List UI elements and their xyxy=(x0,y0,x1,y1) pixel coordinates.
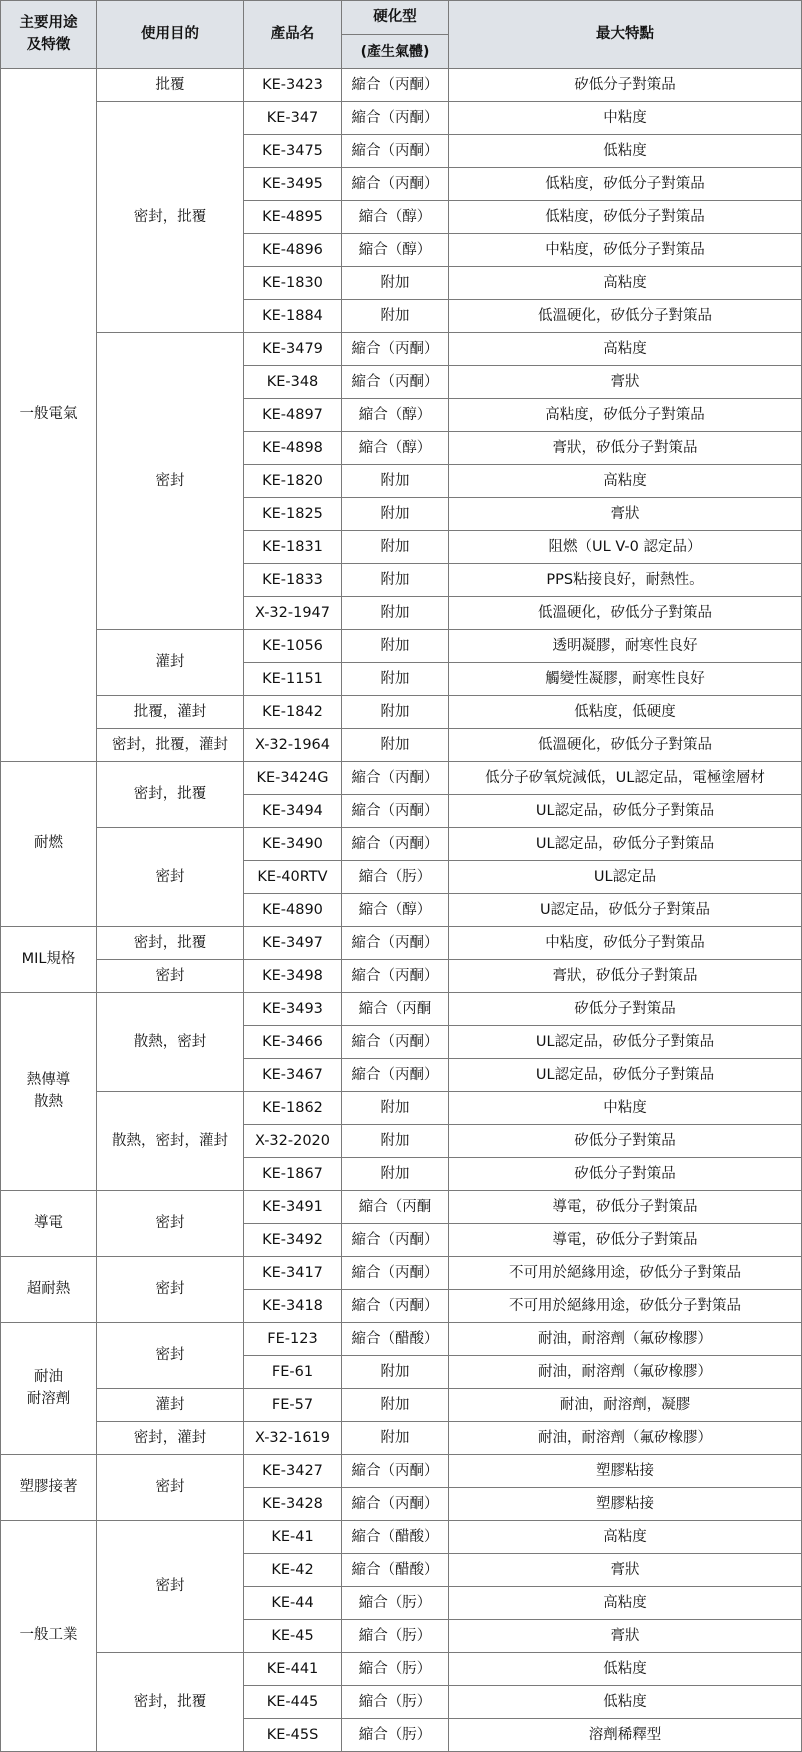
cure-type-cell: 縮合（丙酮） xyxy=(342,927,449,960)
feature-cell: 矽低分子對策品 xyxy=(449,1158,802,1191)
cure-type-cell: 縮合（丙酮） xyxy=(342,960,449,993)
product-cell: KE-3493 xyxy=(244,993,342,1026)
product-cell: KE-348 xyxy=(244,366,342,399)
feature-cell: UL認定品，矽低分子對策品 xyxy=(449,1026,802,1059)
cure-type-cell: 縮合（丙酮） xyxy=(342,366,449,399)
feature-cell: 不可用於絕緣用途，矽低分子對策品 xyxy=(449,1257,802,1290)
cure-type-cell: 縮合（醋酸） xyxy=(342,1554,449,1587)
feature-cell: 低溫硬化，矽低分子對策品 xyxy=(449,300,802,333)
cure-type-cell: 縮合（醇） xyxy=(342,894,449,927)
product-cell: KE-1862 xyxy=(244,1092,342,1125)
feature-cell: 高粘度 xyxy=(449,267,802,300)
cure-type-cell: 縮合（丙酮） xyxy=(342,1455,449,1488)
product-cell: KE-3479 xyxy=(244,333,342,366)
cure-type-cell: 縮合（丙酮 xyxy=(342,1191,449,1224)
purpose-cell: 密封，灌封 xyxy=(97,1422,244,1455)
category-cell: 一般工業 xyxy=(1,1521,97,1752)
product-cell: KE-45S xyxy=(244,1719,342,1752)
cure-type-cell: 縮合（醋酸） xyxy=(342,1323,449,1356)
feature-cell: 高粘度 xyxy=(449,333,802,366)
purpose-cell: 密封 xyxy=(97,1455,244,1521)
feature-cell: 高粘度 xyxy=(449,465,802,498)
feature-cell: 膏狀 xyxy=(449,1620,802,1653)
cure-type-cell: 附加 xyxy=(342,663,449,696)
product-cell: KE-1820 xyxy=(244,465,342,498)
feature-cell: 阻燃（UL V-0 認定品） xyxy=(449,531,802,564)
feature-cell: 耐油，耐溶劑（氟矽橡膠） xyxy=(449,1356,802,1389)
feature-cell: 低粘度，低硬度 xyxy=(449,696,802,729)
feature-cell: 導電，矽低分子對策品 xyxy=(449,1191,802,1224)
cure-type-cell: 縮合（丙酮） xyxy=(342,762,449,795)
category-cell: 一般電氣 xyxy=(1,69,97,762)
cure-type-cell: 附加 xyxy=(342,1158,449,1191)
category-cell: 導電 xyxy=(1,1191,97,1257)
product-cell: KE-4890 xyxy=(244,894,342,927)
feature-cell: 導電，矽低分子對策品 xyxy=(449,1224,802,1257)
product-cell: FE-57 xyxy=(244,1389,342,1422)
cure-type-cell: 縮合（丙酮） xyxy=(342,1224,449,1257)
feature-cell: 高粘度，矽低分子對策品 xyxy=(449,399,802,432)
purpose-cell: 密封，批覆 xyxy=(97,927,244,960)
purpose-cell: 散熱，密封，灌封 xyxy=(97,1092,244,1191)
category-cell: 熱傳導 散熱 xyxy=(1,993,97,1191)
product-cell: KE-3417 xyxy=(244,1257,342,1290)
table-row xyxy=(1,1422,802,1455)
table-row xyxy=(1,1257,802,1290)
feature-cell: 塑膠粘接 xyxy=(449,1455,802,1488)
table-row xyxy=(1,927,802,960)
table-row xyxy=(1,1323,802,1356)
feature-cell: 膏狀 xyxy=(449,1554,802,1587)
feature-cell: 中粘度 xyxy=(449,1092,802,1125)
feature-cell: 中粘度，矽低分子對策品 xyxy=(449,927,802,960)
product-cell: KE-1842 xyxy=(244,696,342,729)
purpose-cell: 批覆 xyxy=(97,69,244,102)
cure-type-cell: 縮合（丙酮 xyxy=(342,993,449,1026)
purpose-cell: 密封 xyxy=(97,1191,244,1257)
category-cell: MIL規格 xyxy=(1,927,97,993)
purpose-cell: 密封 xyxy=(97,1323,244,1389)
product-cell: KE-3491 xyxy=(244,1191,342,1224)
product-cell: KE-3475 xyxy=(244,135,342,168)
header-cure-type: 硬化型 xyxy=(342,1,449,35)
feature-cell: UL認定品，矽低分子對策品 xyxy=(449,828,802,861)
cure-type-cell: 附加 xyxy=(342,498,449,531)
cure-type-cell: 縮合（醇） xyxy=(342,201,449,234)
table-row xyxy=(1,729,802,762)
feature-cell: U認定品，矽低分子對策品 xyxy=(449,894,802,927)
product-cell: X-32-1947 xyxy=(244,597,342,630)
product-cell: KE-3498 xyxy=(244,960,342,993)
purpose-cell: 批覆，灌封 xyxy=(97,696,244,729)
product-cell: KE-3467 xyxy=(244,1059,342,1092)
table-row xyxy=(1,1653,802,1686)
feature-cell: PPS粘接良好，耐熱性。 xyxy=(449,564,802,597)
cure-type-cell: 附加 xyxy=(342,1356,449,1389)
cure-type-cell: 縮合（丙酮） xyxy=(342,795,449,828)
cure-type-cell: 縮合（醇） xyxy=(342,399,449,432)
feature-cell: 低粘度，矽低分子對策品 xyxy=(449,168,802,201)
table-row xyxy=(1,1389,802,1422)
category-cell: 塑膠接著 xyxy=(1,1455,97,1521)
feature-cell: 透明凝膠，耐寒性良好 xyxy=(449,630,802,663)
purpose-cell: 密封 xyxy=(97,333,244,630)
feature-cell: 塑膠粘接 xyxy=(449,1488,802,1521)
category-cell: 耐燃 xyxy=(1,762,97,927)
table-row xyxy=(1,630,802,663)
product-cell: KE-4897 xyxy=(244,399,342,432)
feature-cell: 矽低分子對策品 xyxy=(449,993,802,1026)
feature-cell: UL認定品 xyxy=(449,861,802,894)
cure-type-cell: 附加 xyxy=(342,630,449,663)
purpose-cell: 密封 xyxy=(97,960,244,993)
purpose-cell: 密封 xyxy=(97,828,244,927)
product-cell: KE-3418 xyxy=(244,1290,342,1323)
header-gas: (產生氣體) xyxy=(342,35,449,69)
feature-cell: 矽低分子對策品 xyxy=(449,1125,802,1158)
feature-cell: UL認定品，矽低分子對策品 xyxy=(449,795,802,828)
product-cell: KE-3423 xyxy=(244,69,342,102)
cure-type-cell: 縮合（肟） xyxy=(342,1620,449,1653)
cure-type-cell: 縮合（肟） xyxy=(342,861,449,894)
cure-type-cell: 縮合（丙酮） xyxy=(342,828,449,861)
feature-cell: 中粘度，矽低分子對策品 xyxy=(449,234,802,267)
table-row xyxy=(1,1191,802,1224)
cure-type-cell: 附加 xyxy=(342,564,449,597)
feature-cell: 中粘度 xyxy=(449,102,802,135)
feature-cell: 觸變性凝膠，耐寒性良好 xyxy=(449,663,802,696)
table-row xyxy=(1,696,802,729)
product-cell: KE-1830 xyxy=(244,267,342,300)
cure-type-cell: 縮合（丙酮） xyxy=(342,1290,449,1323)
cure-type-cell: 縮合（丙酮） xyxy=(342,135,449,168)
purpose-cell: 密封，批覆 xyxy=(97,762,244,828)
cure-type-cell: 附加 xyxy=(342,1422,449,1455)
product-cell: KE-3494 xyxy=(244,795,342,828)
cure-type-cell: 縮合（肟） xyxy=(342,1719,449,1752)
cure-type-cell: 縮合（丙酮） xyxy=(342,1026,449,1059)
feature-cell: 低溫硬化，矽低分子對策品 xyxy=(449,729,802,762)
category-cell: 耐油 耐溶劑 xyxy=(1,1323,97,1455)
cure-type-cell: 附加 xyxy=(342,597,449,630)
feature-cell: 耐油，耐溶劑（氟矽橡膠） xyxy=(449,1323,802,1356)
product-cell: KE-1151 xyxy=(244,663,342,696)
feature-cell: 低溫硬化，矽低分子對策品 xyxy=(449,597,802,630)
product-cell: FE-61 xyxy=(244,1356,342,1389)
product-cell: KE-4895 xyxy=(244,201,342,234)
header-feature: 最大特點 xyxy=(449,1,802,69)
product-cell: KE-441 xyxy=(244,1653,342,1686)
product-cell: X-32-1619 xyxy=(244,1422,342,1455)
product-cell: KE-1831 xyxy=(244,531,342,564)
cure-type-cell: 縮合（醇） xyxy=(342,432,449,465)
purpose-cell: 灌封 xyxy=(97,630,244,696)
product-cell: KE-3495 xyxy=(244,168,342,201)
purpose-cell: 散熱，密封 xyxy=(97,993,244,1092)
cure-type-cell: 附加 xyxy=(342,300,449,333)
product-cell: KE-3490 xyxy=(244,828,342,861)
cure-type-cell: 縮合（丙酮） xyxy=(342,333,449,366)
product-cell: KE-347 xyxy=(244,102,342,135)
category-cell: 超耐熱 xyxy=(1,1257,97,1323)
cure-type-cell: 縮合（醋酸） xyxy=(342,1521,449,1554)
product-cell: KE-1833 xyxy=(244,564,342,597)
product-cell: KE-1867 xyxy=(244,1158,342,1191)
table-row xyxy=(1,960,802,993)
feature-cell: 膏狀 xyxy=(449,366,802,399)
table-row xyxy=(1,333,802,366)
product-cell: X-32-1964 xyxy=(244,729,342,762)
product-cell: KE-3492 xyxy=(244,1224,342,1257)
product-cell: KE-3424G xyxy=(244,762,342,795)
feature-cell: 膏狀，矽低分子對策品 xyxy=(449,960,802,993)
product-cell: KE-445 xyxy=(244,1686,342,1719)
table-row xyxy=(1,1455,802,1488)
product-cell: KE-3427 xyxy=(244,1455,342,1488)
product-cell: KE-41 xyxy=(244,1521,342,1554)
cure-type-cell: 縮合（丙酮） xyxy=(342,1257,449,1290)
feature-cell: 膏狀 xyxy=(449,498,802,531)
table-row xyxy=(1,993,802,1026)
product-cell: KE-45 xyxy=(244,1620,342,1653)
header-purpose: 使用目的 xyxy=(97,1,244,69)
feature-cell: UL認定品，矽低分子對策品 xyxy=(449,1059,802,1092)
product-cell: KE-4898 xyxy=(244,432,342,465)
product-cell: KE-3466 xyxy=(244,1026,342,1059)
cure-type-cell: 縮合（丙酮） xyxy=(342,1059,449,1092)
feature-cell: 膏狀，矽低分子對策品 xyxy=(449,432,802,465)
table-row xyxy=(1,1092,802,1125)
feature-cell: 溶劑稀釋型 xyxy=(449,1719,802,1752)
feature-cell: 不可用於絕緣用途，矽低分子對策品 xyxy=(449,1290,802,1323)
purpose-cell: 灌封 xyxy=(97,1389,244,1422)
cure-type-cell: 附加 xyxy=(342,465,449,498)
product-cell: KE-3497 xyxy=(244,927,342,960)
feature-cell: 低粘度 xyxy=(449,1686,802,1719)
product-cell: KE-1825 xyxy=(244,498,342,531)
cure-type-cell: 縮合（醇） xyxy=(342,234,449,267)
purpose-cell: 密封，批覆 xyxy=(97,1653,244,1752)
purpose-cell: 密封，批覆 xyxy=(97,102,244,333)
feature-cell: 低粘度 xyxy=(449,135,802,168)
product-cell: KE-42 xyxy=(244,1554,342,1587)
purpose-cell: 密封 xyxy=(97,1521,244,1653)
feature-cell: 高粘度 xyxy=(449,1587,802,1620)
cure-type-cell: 縮合（丙酮） xyxy=(342,102,449,135)
product-cell: FE-123 xyxy=(244,1323,342,1356)
product-cell: KE-4896 xyxy=(244,234,342,267)
cure-type-cell: 附加 xyxy=(342,1092,449,1125)
feature-cell: 矽低分子對策品 xyxy=(449,69,802,102)
table-row xyxy=(1,828,802,861)
product-cell: KE-1884 xyxy=(244,300,342,333)
table-row xyxy=(1,102,802,135)
product-cell: KE-3428 xyxy=(244,1488,342,1521)
table-row xyxy=(1,762,802,795)
table-row xyxy=(1,1521,802,1554)
header-main-use: 主要用途 及特徵 xyxy=(1,1,97,69)
feature-cell: 低粘度 xyxy=(449,1653,802,1686)
feature-cell: 耐油，耐溶劑，凝膠 xyxy=(449,1389,802,1422)
cure-type-cell: 附加 xyxy=(342,267,449,300)
purpose-cell: 密封，批覆，灌封 xyxy=(97,729,244,762)
product-cell: KE-40RTV xyxy=(244,861,342,894)
product-cell: X-32-2020 xyxy=(244,1125,342,1158)
header-product: 產品名 xyxy=(244,1,342,69)
feature-cell: 低分子矽氧烷減低，UL認定品，電極塗層材 xyxy=(449,762,802,795)
feature-cell: 高粘度 xyxy=(449,1521,802,1554)
cure-type-cell: 附加 xyxy=(342,729,449,762)
cure-type-cell: 附加 xyxy=(342,1389,449,1422)
cure-type-cell: 縮合（肟） xyxy=(342,1653,449,1686)
cure-type-cell: 縮合（肟） xyxy=(342,1686,449,1719)
cure-type-cell: 縮合（肟） xyxy=(342,1587,449,1620)
cure-type-cell: 附加 xyxy=(342,696,449,729)
cure-type-cell: 附加 xyxy=(342,1125,449,1158)
feature-cell: 耐油，耐溶劑（氟矽橡膠） xyxy=(449,1422,802,1455)
cure-type-cell: 附加 xyxy=(342,531,449,564)
cure-type-cell: 縮合（丙酮） xyxy=(342,168,449,201)
table-body xyxy=(1,69,802,1752)
feature-cell: 低粘度，矽低分子對策品 xyxy=(449,201,802,234)
cure-type-cell: 縮合（丙酮） xyxy=(342,69,449,102)
cure-type-cell: 縮合（丙酮） xyxy=(342,1488,449,1521)
product-cell: KE-44 xyxy=(244,1587,342,1620)
purpose-cell: 密封 xyxy=(97,1257,244,1323)
table-row xyxy=(1,69,802,102)
product-cell: KE-1056 xyxy=(244,630,342,663)
